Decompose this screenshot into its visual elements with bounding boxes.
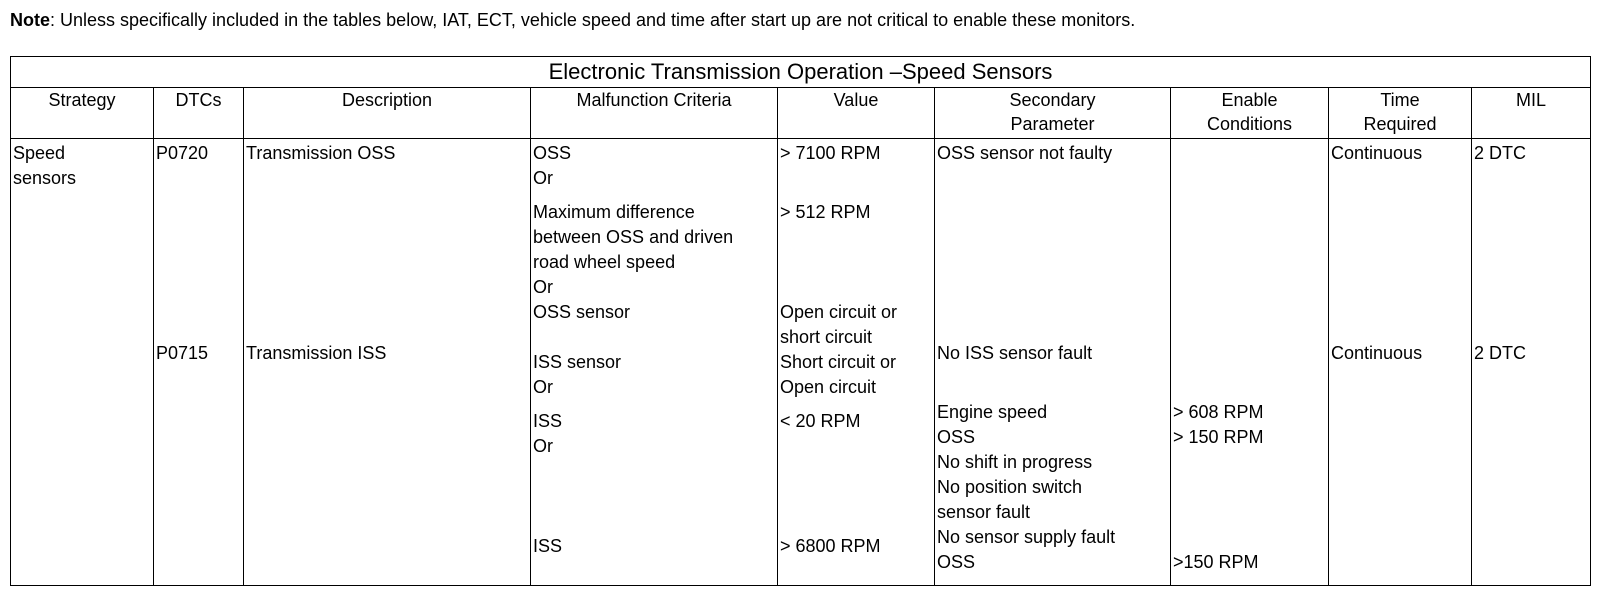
header-malfunction-criteria: Malfunction Criteria: [531, 88, 778, 139]
value-line: > 512 RPM: [780, 202, 871, 222]
header-time-line-1: Time: [1380, 90, 1420, 110]
value-line: > 6800 RPM: [780, 536, 881, 556]
value-line: < 20 RPM: [780, 411, 861, 431]
header-secondary-parameter: [935, 88, 1171, 139]
secondary-line: No ISS sensor fault: [937, 343, 1093, 363]
mil-cell: [1472, 139, 1591, 586]
speed-sensors-table: [10, 56, 1591, 586]
secondary-line: sensor fault: [937, 502, 1031, 522]
value-line: Open circuit or: [780, 302, 898, 322]
header-enable-conditions: [1171, 88, 1329, 139]
strategy-line: Speed: [13, 143, 66, 163]
enable-line: > 150 RPM: [1173, 427, 1264, 447]
value-cell: [778, 139, 935, 586]
dtcs-cell: [154, 139, 244, 586]
secondary-line: No position switch: [937, 477, 1083, 497]
malfunction-line: Maximum difference: [533, 202, 695, 222]
secondary-parameter-cell: [935, 139, 1171, 586]
header-secondary-line-2: Parameter: [1010, 114, 1095, 134]
header-value: Value: [778, 88, 935, 139]
note: [10, 8, 1590, 32]
malfunction-line: between OSS and driven: [533, 227, 734, 247]
secondary-line: OSS: [937, 552, 976, 572]
table-row: [11, 139, 1591, 586]
header-dtcs: DTCs: [154, 88, 244, 139]
enable-conditions-cell: [1171, 139, 1329, 586]
mil-p0715: 2 DTC: [1474, 343, 1527, 363]
header-strategy: Strategy: [11, 88, 154, 139]
dtc-p0715: P0715: [156, 343, 209, 363]
malfunction-cell: [531, 139, 778, 586]
malfunction-line: OSS: [533, 143, 572, 163]
enable-line: >150 RPM: [1173, 552, 1259, 572]
malfunction-line: road wheel speed: [533, 252, 676, 272]
malfunction-line: Or: [533, 277, 553, 297]
malfunction-line: ISS: [533, 536, 563, 556]
header-enable-line-2: Conditions: [1206, 114, 1293, 134]
description-p0715: Transmission ISS: [246, 343, 387, 363]
value-line: > 7100 RPM: [780, 143, 881, 163]
note-text: : Unless specifically included in the tables below, IAT, ECT, vehicle speed and time after start up are not critical to enable these monitors.: [50, 10, 1136, 30]
secondary-line: No shift in progress: [937, 452, 1093, 472]
malfunction-line: ISS sensor: [533, 352, 622, 372]
enable-line: > 608 RPM: [1173, 402, 1264, 422]
secondary-line: Engine speed: [937, 402, 1048, 422]
dtc-p0720: P0720: [156, 143, 209, 163]
secondary-line: OSS: [937, 427, 976, 447]
description-cell: [244, 139, 531, 586]
secondary-line: OSS sensor not faulty: [937, 143, 1113, 163]
note-label: Note: [10, 10, 50, 30]
time-required-cell: [1329, 139, 1472, 586]
mil-p0720: 2 DTC: [1474, 143, 1527, 163]
time-p0720: Continuous: [1331, 143, 1423, 163]
malfunction-line: Or: [533, 377, 553, 397]
header-time-line-2: Required: [1363, 114, 1437, 134]
time-p0715: Continuous: [1331, 343, 1423, 363]
secondary-line: No sensor supply fault: [937, 527, 1116, 547]
malfunction-line: Or: [533, 436, 553, 456]
description-p0720: Transmission OSS: [246, 143, 396, 163]
strategy-line: sensors: [13, 168, 77, 188]
value-line: short circuit: [780, 327, 873, 347]
malfunction-line: Or: [533, 168, 553, 188]
header-mil: MIL: [1472, 88, 1591, 139]
header-enable-line-1: Enable: [1221, 90, 1278, 110]
malfunction-line: ISS: [533, 411, 563, 431]
value-line: Open circuit: [780, 377, 877, 397]
table-title: Electronic Transmission Operation –Speed Sensors: [11, 57, 1591, 88]
malfunction-line: OSS sensor: [533, 302, 631, 322]
header-secondary-line-1: Secondary: [1009, 90, 1096, 110]
header-time-required: [1329, 88, 1472, 139]
strategy-cell: [11, 139, 154, 586]
value-line: Short circuit or: [780, 352, 897, 372]
header-description: Description: [244, 88, 531, 139]
